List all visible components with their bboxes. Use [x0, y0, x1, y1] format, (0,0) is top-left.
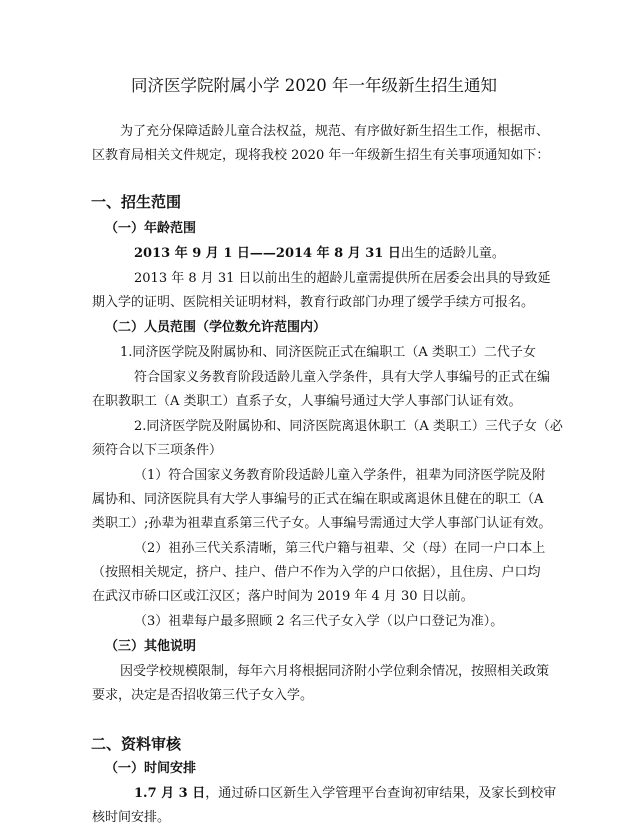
intro-paragraph-line: 为了充分保障适龄儿童合法权益，规范、有序做好新生招生工作，根据市、 [120, 124, 550, 139]
schedule-date: 1.7 月 3 日 [134, 786, 206, 801]
schedule-text: ，通过硚口区新生入学管理平台查询初审结果，及家长到校审 [205, 786, 557, 801]
condition-1-line: （1）符合国家义务教育阶段适龄儿童入学条件，祖辈为同济医学院及附 [134, 468, 546, 483]
condition-3-line: （3）祖辈每户最多照顾 2 名三代子女入学（以户口登记为准）。 [134, 614, 504, 629]
age-range-line [134, 246, 505, 262]
people-item-1-paragraph-line: 符合国家义务教育阶段适龄儿童入学条件，具有大学人事编号的正式在编 [134, 370, 551, 385]
schedule-item-1-line: 核时间安排。 [92, 810, 171, 825]
section-heading-enrollment-scope: 一、招生范围 [91, 193, 182, 211]
condition-1-line: 属协和、同济医院具有大学人事编号的正式在编在职或离退休且健在的职工（A [92, 492, 544, 507]
age-range-dates: 2013 年 9 月 1 日——2014 年 8 月 31 日 [134, 246, 401, 261]
other-notes-line: 要求，决定是否招收第三代子女入学。 [92, 688, 314, 703]
other-notes-line: 因受学校规模限制，每年六月将根据同济附小学位剩余情况，按照相关政策 [120, 664, 550, 679]
intro-paragraph-line: 区教育局相关文件规定，现将我校 2020 年一年级新生招生有关事项通知如下： [92, 148, 550, 163]
page-title: 同济医学院附属小学 2020 年一年级新生招生通知 [131, 76, 497, 95]
people-item-1-paragraph-line: 在职教职工（A 类职工）直系子女，人事编号通过大学人事部门认证有效。 [92, 394, 522, 409]
condition-2-line: （2）祖孙三代关系清晰，第三代户籍与祖辈、父（母）在同一户口本上 [134, 541, 546, 556]
subsection-heading-schedule: （一）时间安排 [105, 761, 197, 776]
section-heading-document-review: 二、资料审核 [91, 735, 182, 753]
condition-1-line: 类职工）;孙辈为祖辈直系第三代子女。人事编号需通过大学人事部门认证有效。 [92, 516, 552, 531]
subsection-heading-age-range: （一）年龄范围 [105, 221, 197, 236]
overage-paragraph-line: 期入学的证明、医院相关证明材料，教育行政部门办理了缓学手续方可报名。 [92, 295, 535, 310]
people-item-1: 1.同济医学院及附属协和、同济医院正式在编职工（A 类职工）二代子女 [120, 345, 536, 360]
people-item-2-line: 须符合以下三项条件） [92, 443, 223, 458]
age-range-text: 出生的适龄儿童。 [400, 246, 505, 261]
condition-2-line: （按照相关规定，挤户、挂户、借户不作为入学的户口依据），且住房、户口均 [92, 565, 541, 580]
people-item-2-line: 2.同济医学院及附属协和、同济医院离退休职工（A 类职工）三代子女（必 [134, 419, 563, 434]
subsection-heading-other-notes: （三）其他说明 [105, 639, 197, 654]
condition-2-line: 在武汉市硚口区或江汉区；落户时间为 2019 年 4 月 30 日以前。 [92, 589, 474, 604]
schedule-item-1-line [134, 786, 556, 802]
subsection-heading-people-scope: （二）人员范围（学位数允许范围内） [105, 320, 327, 335]
overage-paragraph-line: 2013 年 8 月 31 日以前出生的超龄儿童需提供所在居委会出具的导致延 [134, 271, 551, 286]
